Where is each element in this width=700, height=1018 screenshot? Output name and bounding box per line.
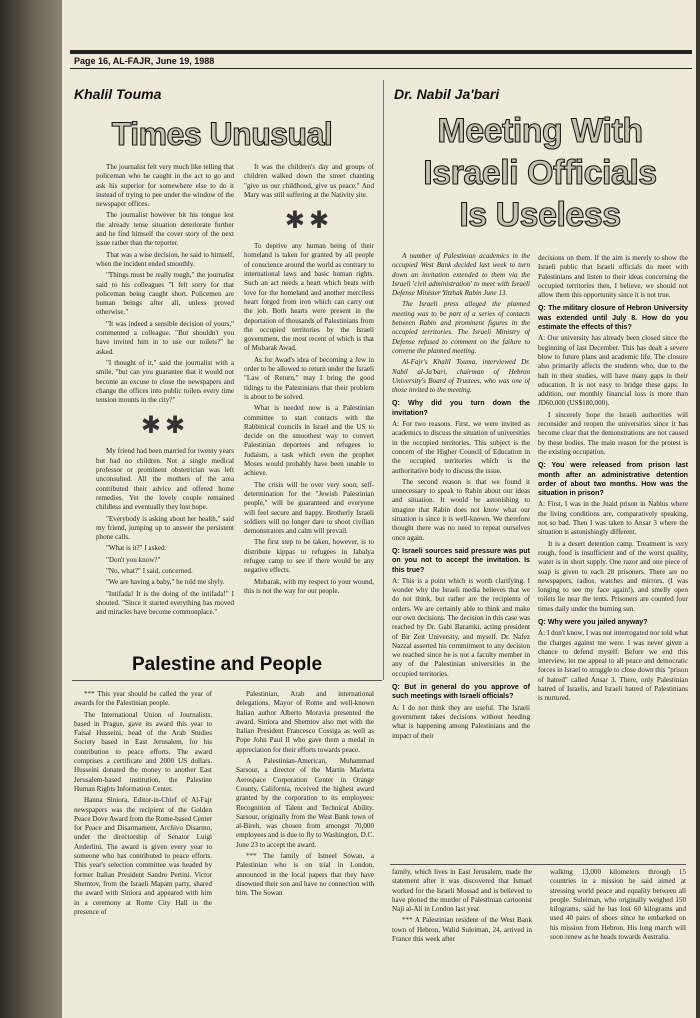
right-column-2 (538, 254, 688, 832)
paragraph: What is needed now is a Palestinian committee to start contacts with the Rabbinical councils in Israel and the US to decide on the smoothest way to convert Palestinian deportees and refugees to Judaism, a task which even the prophet Moses would probably have been unable to achieve. (244, 404, 374, 478)
paragraph: family, which lives in East Jerusalem, made the statement after it was discovered that Ismael worked for the Israeli Mossad and is believed to have plotted the murder of Palestinian cartoonist Naji al-Ali in London last year. (392, 868, 532, 914)
left-byline: Khalil Touma (74, 86, 162, 102)
paragraph: The first step to be taken, however, is to distribute kippas to refugees in Jabalya refugee camp to see if there would be any negative effects. (244, 538, 374, 575)
paragraph: Palestinian, Arab and international delegations. Mayor of Rome and well-known Italian author Alberto Moravia presented the award. Siniora and Shemtov also met with the Italian President Francesco Cossiga as well as Pope John Paul II who gave them a medal in appreciation for their efforts towards peace. (236, 690, 374, 754)
left-column-1 (96, 163, 234, 678)
paragraph: A Palestinian-American, Muhammad Sarsour, a director of the Martin Marietta Aerospace Corporation Center in Orange County, California, received the highest award granted by the corporation to its employees: Recognition of Talent and Technical Ability. Sarsour, originally from the West Bank town of al-Bireh, was chosen from amongst 70,000 employees and is due to fly to Washington, D.C. June 23 to accept the award. (236, 757, 374, 849)
paragraph: The second reason is that we found it unnecessary to speak to Rabin about our ideas and situation. It would be astonishing to imagine that Rabin does not know what our situation is since it is well-known. We therefore thought there was no need to repeat ourselves once again. (392, 477, 530, 542)
paragraph: "It was indeed a sensible decision of yours," commented a colleague. "But shouldn't you have invited him in to use our toilets?" he asked. (96, 319, 234, 356)
paragraph: *** The family of Ismeel Sowan, a Palestinian who is on trial in London, announced in the local papers that they have disowned their son and have no connection with him. The Sowan (236, 852, 374, 898)
paragraph: Q: The military closure of Hebron University was extended until July 8. How do you estimate the effects of this? (538, 304, 688, 332)
right-byline: Dr. Nabil Ja'bari (394, 86, 500, 102)
paragraph: "Don't you know?" (106, 555, 161, 564)
paragraph: decisions on them. If the aim is merely to show the Israeli public that Israeli officials do meet with Palestinians and listen to their ideas concerning the occupied territories then, I believe, we should not allow them this opportunity since it is not true. (538, 254, 688, 300)
paragraph: A: Our university has already been closed since the beginning of last December. This has dealt a severe blow to future plans and academic life. The closure also primarily affects the students who, due to the halt in their studies, will have many gaps in their education. It is not easy to bridge these gaps. In addition, our monthly financial loss is more than JD60,000 (US$180,000). (538, 334, 688, 408)
paragraph: The International Union of Journalists, based in Prague, gave its award this year to Faisal Husseini, head of the Arab Studies Society based in East Jerusalem, for his contribution to peace efforts. The award comprises a certificate and 2000 US dollars. Husseini donated the money to another East Jerusalem-based institution, the Palestine Human Rights Information Center. (74, 710, 212, 793)
right-headline-line-3: Is Useless (459, 196, 621, 234)
page-folio: Page 16, AL-FAJR, June 19, 1988 (74, 56, 215, 66)
bottom-column-2 (236, 690, 374, 1010)
paragraph: A: First, I was in the Jnaid prison in Nablus where the living conditions are, comparatively speaking, not so bad. Then I was taken to Ansar 3 where the situation is astonishingly different. (538, 500, 688, 537)
paragraph: A: I do not think they are useful. The Israeli government takes decisions without heeding what is happening among Palestinians and the impact of their (392, 703, 530, 740)
top-rule (70, 50, 692, 54)
newspaper-page (62, 0, 696, 1018)
right-headline-line-2: Israeli Officials (423, 154, 657, 192)
sub-rule (70, 68, 692, 69)
paragraph: Q: Israeli sources said pressure was put on you not to accept the invitation. Is this true? (392, 546, 530, 574)
center-divider (383, 80, 384, 680)
book-binding (0, 0, 62, 1018)
left-headline: Times Unusual (111, 116, 333, 152)
paragraph: A number of Palestinian academics in the occupied West Bank decided last week to turn down an invitation extended to them via the Israeli 'civil administration' to meet with Israeli Defense Minister Yitzhak Rabin June 13. (392, 252, 530, 298)
paragraph: To deprive any human being of their homeland is taken for granted by all people of conscience around the world as contrary to international laws and basic human rights. Such an act needs a heart which beats with love for the homeland and another merciless heart forged from iron which can carry out the job. Both hearts were present in the deportation of thousands of Palestinians from the occupied territories by the Israeli government, the most recent of which is that of Mubarak Awad. (244, 242, 374, 353)
bottom-headline: Palestine and People (131, 654, 323, 675)
paragraph: The journalist however bit his tongue lest the already tense situation deteriorate further and he find himself the cover story of the next issue rather than the reporter. (96, 211, 234, 248)
right-headline-line-1: Meeting With (437, 112, 643, 150)
paragraph: As for Awad's idea of becoming a Jew in order to be allowed to return under the Israeli "Law of Return," may I bring the good tidings to the Palestinians that their problem is about to be solved. (244, 355, 374, 401)
paragraph: "Things must be really tough," the journalist said to his colleagues "I felt sorry for that policeman being caught short. Policemen are human beings after all, unless proved otherwise." (96, 271, 234, 317)
paragraph: Q: But in general do you approve of such meetings with Israeli officials? (392, 683, 530, 701)
section-break-stars: ✱✱ (140, 413, 190, 440)
paragraph: Q: Why did you turn down the invitation? (392, 399, 530, 417)
paragraph: My friend had been married for twenty years but had no children. Not a single medical professor or prominent obstetrician was left unconsulted. All the mothers of the area contributed their advice and offered home remedies. Yet the lovely couple remained childless and eventually they lost hope. (96, 447, 234, 512)
paragraph: walking 13,000 kilometers through 15 countries in a mission he said aimed at stressing world peace and equality between all people. Suleiman, who originally weighed 150 kilograms, said he has lost 60 kilograms and used 40 pairs of shoes since he embarked on his mission from Hebron. His long march will soon renew as he heads towards Australia. (550, 868, 686, 942)
paragraph: Q: You were released from prison last month after an administrative detention order of about two months. How was the situation in prison? (538, 461, 688, 498)
paragraph: The journalist felt very much like telling that policeman who he caught in the act to go and ask his superior for somewhere else to do it instead of trying to pee under the window of the newspaper offices. (96, 163, 234, 209)
paragraph: Q: Why were you jailed anyway? (538, 617, 648, 626)
bottom-column-1 (74, 690, 212, 1010)
paragraph: "I thought of it," said the journalist with a smile, "but can you guarantee that it would not become an excuse to close the newspapers and change the offices into public toilets every time tension mounts in the city?" (96, 358, 234, 405)
right-column-1 (392, 252, 530, 862)
paragraph: Mubarak, with my respect to your wound, this is not the way for our people. (244, 577, 374, 595)
paragraph: "Everybody is asking about her health," said my friend, jumping up to answer the persistent phone calls. (96, 514, 234, 542)
bottom-column-4 (550, 868, 686, 1013)
left-column-2 (244, 163, 374, 678)
paragraph: It is a desert detention camp. Treatment is very rough, food is insufficient and of the worst quality, water is in short supply. One razor and one piece of soap is given to each 28 prisoners. There are no newspapers, radios, watches and mirrors, (I was longing to see my face again!), and smelly open toilets lie near the tents. Prisoners are counted four times daily under the burning sun. (538, 539, 688, 613)
paragraph: The Israeli press alleged the planned meeting was to be part of a series of contacts between Rabin and prominent figures in the occupied territories. The Israeli Ministry of Defense refused to comment on the failure to convene the planned meeting. (392, 300, 530, 355)
paragraph: A: I don't know, I was not interrogated nor told what the charges against me were. I was never given a chance to defend myself. Before we end this interview, let me appeal to all peace and democratic forces in Israel to struggle to close down this "prison of hatred" called Ansar 3. There, only Palestinian hatred of Israelis, and Israeli hatred of Palestinians is nurtured. (538, 629, 688, 703)
paragraph: "We are having a baby," he told me shyly. (106, 578, 225, 587)
bottom-section-rule (72, 680, 382, 681)
paragraph: *** This year should be called the year of awards for the Palestinian people. (74, 690, 212, 708)
bottom-right-rule (390, 864, 686, 865)
paragraph: The crisis will be over very soon; self-determination for the "Jewish Palestinian people," will be guaranteed and everyone will feel secure and happy. Brotherly Israeli soldiers will no longer dare to shoot civilian demonstrators and calm will prevail. (244, 480, 374, 536)
paragraph: A: For two reasons. First, we were invited as academics to discuss the situation of universities in the occupied territories. This subject is the concern of the Higher Council of Education in the occupied territories which is the authoritative body to discuss the issue. (392, 420, 530, 475)
paragraph: "Intifada! It is the doing of the intifada!" I shouted. "Since it started everything has moved and miracles have become commonplace." (96, 589, 234, 617)
paragraph: Hanna Siniora, Editor-in-Chief of Al-Fajr newspapers was the recipient of the Golden Peace Dove Award from the Rome-based Center for Peace and Disarmament, Archivo Disarmo, under the directorship of Senator Luigi Anderlini. The award is given every year to someone who has contributed to peace efforts. This year's selection committee was headed by former Italian President Sandro Pertini. Victor Shemtov, from the Israeli Mapam party, shared the award with Siniora and appeared with him in a ceremony at Rome City Hall in the presence of (74, 796, 212, 916)
section-break-stars: ✱✱ (284, 208, 334, 235)
paragraph: "What is it?" I asked. (106, 544, 167, 553)
paragraph: Al-Fajr's Khalil Touma, interviewed Dr. Nabil al-Ja'bari, chairman of Hebron University's Board of Trustees, who was one of those invited to the meeting. (392, 358, 530, 395)
paragraph: A: This is a point which is worth clarifying. I wonder why the Israeli media believes that we do not think, but rather are the recipients of orders. We are certainly able to think and make our own decisions. The decision in this case was reached by Dr. Gabi Baramki, acting president of Bir Zeit University, and myself. Dr. Nafez Nazzal asserted his commitment to any decision we reached since he is not a faculty member in any of the Palestinian universities in the occupied territories. (392, 576, 530, 678)
paragraph: That was a wise decision, he said to himself, when the incident ended smoothly. (96, 250, 234, 268)
paragraph: "No, what?" I said, concerned. (106, 566, 193, 575)
bottom-column-3 (392, 868, 532, 1013)
paragraph: I sincerely hope the Israeli authorities will reconsider and reopen the universities since it has become clear that the demonstrations are not caused by these bodies. The main reason for the protest is the existing occupation. (538, 410, 688, 456)
paragraph: It was the children's day and groups of children walked down the street chanting "give us our childhood, give us peace." And Mary was still suffering at the Nativity site. (244, 163, 374, 199)
paragraph: *** A Palestinian resident of the West Bank town of Hebron, Walid Suleiman, 24, arrived in France this week after (392, 916, 532, 944)
